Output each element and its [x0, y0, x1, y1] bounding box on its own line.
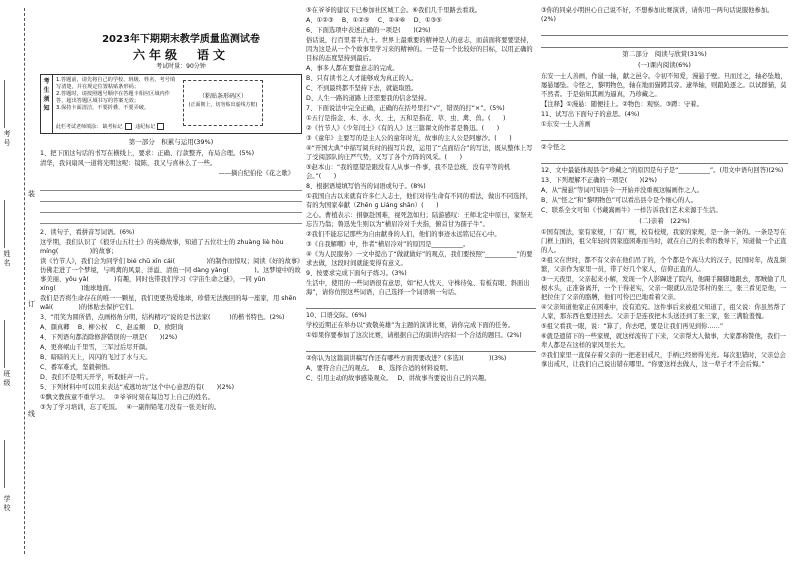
column-3	[541, 6, 788, 370]
question-10: 10、口语交际。(6%)	[306, 312, 367, 319]
binding-fill-line[interactable]	[4, 440, 6, 488]
passage-2-paragraph: ①国有国法，家有家规，厂有厂规，校有校规，我家的家规，是一条一条的。一条是写在门框上面的，祖父年轻时因家庭困难而当时，就在自己的长辈的教导下，知道做一个正直的人。	[541, 229, 787, 254]
mark-row	[56, 123, 166, 131]
answer-line[interactable]	[306, 299, 536, 309]
binding-margin	[0, 0, 34, 562]
question-5-continued: ⑤在爷爷的建议下已参加社区城工会。⑥我们几千里路去看戏。	[306, 7, 482, 14]
option: ①飘文教孩童不重学习。	[40, 394, 106, 401]
option: D、欧阳询	[153, 324, 184, 331]
option: A、更喜岷山千里雪，三军过后尽开颜。	[40, 344, 152, 351]
candidate-notice-box	[40, 74, 302, 134]
notice-label: 考生须知	[41, 75, 53, 133]
question-2: 2、读句子，看拼音写词语。(6%)	[40, 229, 135, 236]
passage-2-paragraph: ⑤祖父看我一眼，说：“算了，你去吧，要是让我们再见到你……”	[541, 323, 724, 330]
handwriting-lines[interactable]	[40, 180, 302, 224]
notice-text	[56, 77, 176, 112]
option: A、要符合自己的观点。	[306, 365, 371, 372]
option: B、只有读书之人才能够成为真正的人。	[306, 75, 418, 82]
question-10-text: 学校近期正在举办以“致敬英雄”为主题的演讲比赛，请你完成下面的任务。	[306, 322, 515, 329]
option: C、赵孟頫	[115, 324, 146, 331]
question-6-text: 俗话说，行百里者半九十。世界上最重要的精神是人的意志，而前面将要要坚持，因为这是从一个个故事里学习来的精神的。一是有一个比较好的目标，以用正确的目标的态度坚持到最后。	[306, 37, 533, 62]
notice-line: 2.答题时，请按照题号顺序在答题卡相应区域内作答，超出答题区域书写的答案无效；	[56, 91, 170, 104]
notice-line: 3.保持卡面清洁，不要折叠、不要弄破。	[56, 105, 150, 111]
binding-dashed-line	[24, 8, 25, 554]
question-9: 9、按要求完成下面句子练习。(3%)	[306, 270, 407, 277]
option: ②爷爷时刻在每边写上自己的姓名。	[113, 394, 214, 401]
option: D、人生一路的道路上还需要我的信念坚持。	[306, 95, 431, 102]
question-5: 5、下列材料中可以用来表达“戒逃坊坊”这个中心意思的有( )(2%)	[40, 384, 235, 391]
answer-line[interactable]	[541, 38, 788, 48]
question-12: 12、文中最能体现县令“珍藏之”的原因是句子是“__________”。(用文中语句回答)(2%)	[541, 167, 784, 174]
option: A、从“漫悬”等词可知县令一开始并没重视这幅画作之人。	[541, 187, 703, 194]
seal-char: 订	[28, 300, 35, 308]
option: D、①③⑤	[413, 17, 442, 24]
reading-passage-1: 东安一士人善画，作鼠一轴，献之邑令。令初不知爱，漫悬于壁。旦而过之，轴必坠地，屡悬屡坠。令怪之，黎明物色，轴在地而猫蹲其旁。逮举轴，则踉跄逐之。以试群猫，莫不然者。于是始知其画为逼真，乃珍藏之。	[541, 73, 787, 98]
option: A、①②③	[306, 17, 334, 24]
option: C、联系全文可知《书戴嵩画牛》一样告诉我们艺术来源于生活。	[541, 207, 722, 214]
question-11-part: ①东安一士人善画	[541, 121, 591, 128]
binding-fill-line[interactable]	[4, 80, 6, 128]
question-1-quote: 清华，我问扇风一道将光明这呢：镜陈，我又与喜林么了一些。	[40, 160, 217, 167]
question-9-text: 生活中，使用的一些词语很有意思，如“杞人忧天、守株待兔、有板有眼、斜面出海”，请你仿照这些词语，自己选择一个词语填一句话。	[306, 280, 530, 296]
option: C、②④⑥	[377, 17, 406, 24]
barcode-note: (正面朝上，切勿贴出虚线方框)	[188, 102, 258, 108]
question-8-part: ②我们不能忘记那些为自由献身的人们，他们的事迹永远铭记在心中。	[306, 231, 501, 238]
question-2-para: 这学期，我们认识了《狼牙山五壮士》的英雄故事，知道了五位壮士的 zhuàng liè hòu míng( )的故事；	[40, 239, 284, 255]
option: B、柳公权	[77, 324, 108, 331]
answer-line[interactable]	[541, 154, 788, 164]
question-8-part: 之心。曹植表示：捐躯赴国难，视死忽如归；陆游感叹：王师北定中原日，家祭无忘告乃翁；鲁迅先生则以为“横眉冷对千夫指，俯首甘为孺子牛”。	[306, 212, 533, 228]
binding-fill-line[interactable]	[4, 200, 6, 248]
passage-2-paragraph: ④父亲知道他家正在困难中，没有追究。这件事后来被祖父知道了，祖父说：你虽然帮了人家，那东西也要还回去。父亲于是连夜把木头送还到了张三家，张三满脸羞愧。	[541, 304, 786, 320]
passage-2-paragraph: ③一天夜里，父亲起来小解，发现一个人影蹿进了院内，他蹑手蹑脚地跟去，那贼偷了几根木头，正准备离开，一个干得老实，父亲一眼就认出是邻村的张三，张三看见是他，一把拉住了父亲的胳膊，他们可怜巴巴地看着父亲。	[541, 276, 787, 301]
option: ④一副削铅笔刀没有一张美好的。	[126, 404, 221, 411]
question-10-part: ③你的同桌小明担心自己说不好，不想参加比赛演讲，请你用一两句话说服他参加。(2%)	[541, 7, 774, 23]
question-7: 7、下面说法中完全正确，正确的在括号里打“√”，错误的打“×”。(5%)	[306, 105, 505, 112]
question-13: 13、下列理解不正确的一项是( )(2%)	[541, 177, 657, 184]
question-5-choices	[306, 16, 536, 25]
absent-mark-label: 缺考标记	[102, 124, 123, 130]
question-3: 3、“用笑为圆所借，点画格角分明，结构精巧”说的是书法家( )的楷书特色。(2%)	[40, 314, 285, 321]
answer-line[interactable]	[541, 131, 788, 141]
binding-label-exam-no: 考号	[3, 130, 11, 147]
judge-item: ③《童年》主要写的是主人公的童年时光，故事的主人公是阿廖沙。( )	[306, 135, 512, 142]
barcode-area[interactable]	[183, 80, 263, 126]
question-8-part: ①我国自古以来就有许多仁人志士，他们对待生命有不同的看法，做出不同选择，有的为国家奉献（Zhēn ɡ Liánɡ shān）( )	[306, 193, 533, 209]
column-1	[40, 6, 302, 413]
option: ③为了学习培训，忘了吃饭。	[40, 404, 119, 411]
question-3-options	[40, 323, 302, 332]
question-8: 8、根据语境填写恰当的词语或句子。(8%)	[306, 183, 426, 190]
mark-label: 此栏考试老师填涂：	[56, 124, 102, 130]
option: B、暗暗的天上，闪闪的飞过了水与天。	[40, 354, 152, 361]
option: C、番军难式，坚毅顿悟。	[40, 364, 114, 371]
question-10-options	[306, 374, 536, 383]
option: D、讲故事当要说出自己的兴趣。	[397, 375, 491, 382]
option: C、引用主动的故事感染观众。	[306, 375, 390, 382]
exam-subject: 六年级 语文	[132, 48, 229, 62]
judge-item: ①五行是指金、木、水、火、土，五和是指花、草、虫、禽、兽。( )	[306, 115, 506, 122]
question-4: 4、下列语句都消除修辞错误的一项是( )(2%)	[40, 334, 178, 341]
binding-label-school: 学校	[3, 495, 11, 512]
question-5-options	[40, 393, 302, 402]
question-1: 1、把下面这句话的书写在横线上，要求：正确、行款整齐，布局合理。(5%)	[40, 150, 255, 157]
part2-heading: 第二部分 阅读与欣赏(31%)	[622, 50, 707, 58]
notice-line: 1.答题前，请先将自己的学校、班级、姓名、考号填写清楚，并在规定位置粘贴条形码；	[56, 77, 176, 90]
subsection-heading: (一)课内阅读(6%)	[638, 61, 691, 69]
barcode-label: （粘贴条形码区）	[198, 93, 247, 100]
absent-checkbox[interactable]	[125, 123, 132, 130]
violation-mark-label: 违纪标记	[135, 124, 156, 130]
option: B、选择合适的材料说明。	[378, 365, 453, 372]
question-2-para: 读《竹节人》，我们会为同学们 bié chū xīn cái( )的制作而惊叹；阅读《好的故事》仿佛走进了一个梦境，与鸣禽的风景、洋溢、清鱼一同 dàng yàng( )。这梦境中的故事美丽、yōu yǎ( )有趣，同时也带我们学习《宇宙生命之谜》，一同 yǔn xíng( )地球地面。	[40, 258, 301, 292]
question-8-part: ③《自我解嘲》中，作者“横眉冷对”的原因是__________。	[306, 241, 470, 248]
passage-2-paragraph: ⑥就是遗留下的一些家规，就这样流传了下来，父亲帮大人做事，大家都称赞他，我们一辈人都是在这样的家风里长大。	[541, 333, 786, 349]
question-1-attribution: ——摘自纪伯伦《花之歌》	[218, 170, 294, 177]
passage-2-paragraph: ②祖父在世时，都不有父亲在他们吊了的，个个都是个高马大的汉子，民国时年，战乱频繁，父亲作为家里一员，带了好几个家人，信仰正直的人。	[541, 257, 786, 273]
question-6: 6、下面选项中表述正确的一项是( )(2%)	[306, 27, 431, 34]
part1-heading: 第一部分 积累与运用(39%)	[128, 138, 214, 146]
judge-item: ②《竹节人》《少年闰土》《有的人》这三篇课文的作者是鲁迅。( )	[306, 125, 500, 132]
binding-fill-line[interactable]	[4, 320, 6, 368]
answer-line[interactable]	[541, 26, 788, 36]
exam-time: 考试时量：90分钟	[156, 63, 206, 70]
option: A、颜真卿	[40, 324, 70, 331]
option: A、事多人都在要靠意志的完成。	[306, 65, 399, 72]
passage-1-note: 【注释】①漫悬：随便挂上。②物色：观察。③蹲：守着。	[541, 101, 703, 108]
binding-label-name: 姓名	[3, 250, 11, 267]
option: B、从“怪之”和“黎明物色”可以看出县令是个细心的人。	[541, 197, 697, 204]
passage-2-paragraph: ⑦我们家里一直保存着父亲的一把老旧戒尺，手柄已经磨得光亮。每次犯错时，父亲总会拿出戒尺，让我们自己说出错在哪里。“你要这样去做人，这一辈子才不会后悔。”	[541, 352, 786, 368]
subsection-heading: (二)亲着 (22%)	[639, 217, 690, 225]
question-8-part: ④《为人民服务》一文中提出了“做就做好”的观点，我们要按照“__________”的要求去做，这段时间就能变得有意义。	[306, 251, 533, 267]
question-5-options	[40, 403, 302, 412]
binding-label-class: 班级	[3, 370, 11, 387]
question-2-para: 我们是否将生命存在的唯一一颗星，我们更要热爱地球，珍惜无法挽回的每一座家，用 shēn wǎi( )的体贴去保护它们。	[40, 295, 297, 311]
question-10-part: ②你认为这篇演讲稿写作还有哪些方面需要改进？(多选)( )(3%)	[306, 355, 507, 362]
exam-title: 2023年下期期末教学质量监测试卷	[102, 34, 260, 45]
seal-char: 线	[28, 410, 35, 418]
column-2	[306, 6, 536, 384]
option: C、不到最终都不坚持下去，就能取胜。	[306, 85, 418, 92]
judge-item: ④“开国大典”中描写阅兵时的描写片段，运用了“点面结合”的写法，既从整体上写了受阅部队的庄严气势，又写了各个方阵的风采。( )	[306, 145, 533, 161]
option: B、①②⑤	[341, 17, 370, 24]
question-10-options	[306, 364, 536, 373]
question-11: 11、试写出下面句子的意思。(4%)	[541, 111, 640, 118]
violation-checkbox[interactable]	[157, 123, 164, 130]
question-10-part: ①如果你要参加了这次比赛，请根据自己的演讲内容拟一个合适的题目。(2%)	[306, 332, 522, 339]
seal-char: 装	[28, 190, 35, 198]
option: D、我们不是明天开学，听取蛙声一片。	[40, 374, 152, 381]
answer-line[interactable]	[306, 342, 536, 352]
question-11-part: ②令怪之	[541, 144, 566, 151]
judge-item: ⑤赵本山：“我的愿望是跟没有人从事一件事，我不是总统，没有平等的机会。”( )	[306, 164, 511, 180]
